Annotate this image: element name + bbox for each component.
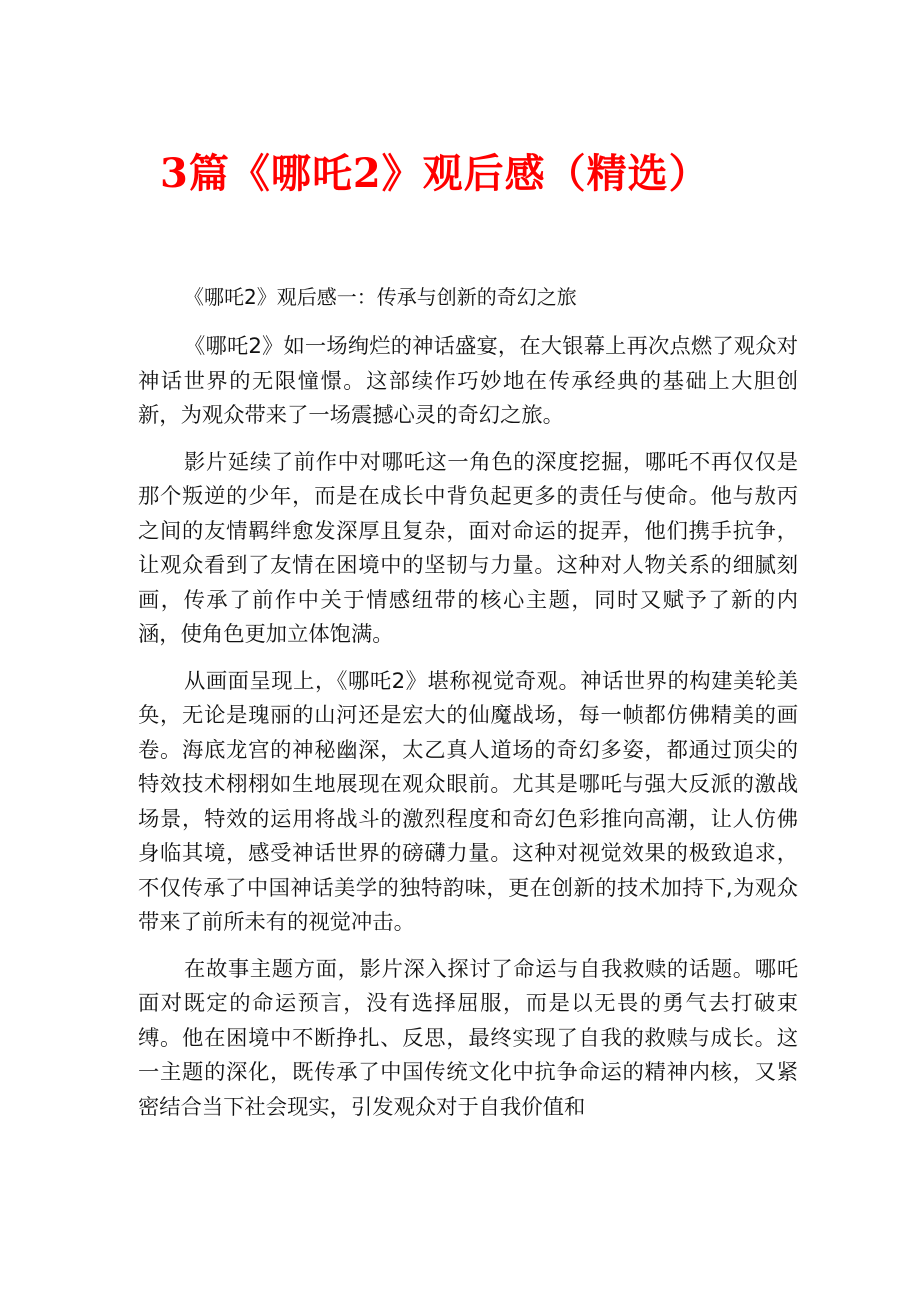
document-body	[138, 330, 798, 1137]
document-title: 3篇《哪吒2》观后感（精选）	[160, 150, 710, 197]
section-heading: 《哪吒2》观后感一：传承与创新的奇幻之旅	[184, 285, 577, 309]
body-paragraph: 在故事主题方面，影片深入探讨了命运与自我救赎的话题。哪吒面对既定的命运预言，没有选择屈服，而是以无畏的勇气去打破束缚。他在困境中不断挣扎、反思，最终实现了自我的救赎与成长。这一主题的深化，既传承了中国传统文化中抗争命运的精神内核，又紧密结合当下社会现实，引发观众对于自我价值和	[138, 956, 798, 1120]
body-paragraph: 影片延续了前作中对哪吒这一角色的深度挖掘，哪吒不再仅仅是那个叛逆的少年，而是在成长中背负起更多的责任与使命。他与敖丙之间的友情羁绊愈发深厚且复杂，面对命运的捉弄，他们携手抗争，让观众看到了友情在困境中的坚韧与力量。这种对人物关系的细腻刻画，传承了前作中关于情感纽带的核心主题，同时又赋予了新的内涵，使角色更加立体饱满。	[138, 449, 798, 647]
body-paragraph: 《哪吒2》如一场绚烂的神话盛宴，在大银幕上再次点燃了观众对神话世界的无限憧憬。这部续作巧妙地在传承经典的基础上大胆创新，为观众带来了一场震撼心灵的奇幻之旅。	[138, 334, 798, 428]
body-paragraph: 从画面呈现上，《哪吒2》堪称视觉奇观。神话世界的构建美轮美奂，无论是瑰丽的山河还是宏大的仙魔战场，每一帧都仿佛精美的画卷。海底龙宫的神秘幽深，太乙真人道场的奇幻多姿，都通过顶尖的特效技术栩栩如生地展现在观众眼前。尤其是哪吒与强大反派的激战场景，特效的运用将战斗的激烈程度和奇幻色彩推向高潮，让人仿佛身临其境，感受神话世界的磅礴力量。这种对视觉效果的极致追求，不仅传承了中国神话美学的独特韵味，更在创新的技术加持下,为观众带来了前所未有的视觉冲击。	[138, 668, 798, 935]
